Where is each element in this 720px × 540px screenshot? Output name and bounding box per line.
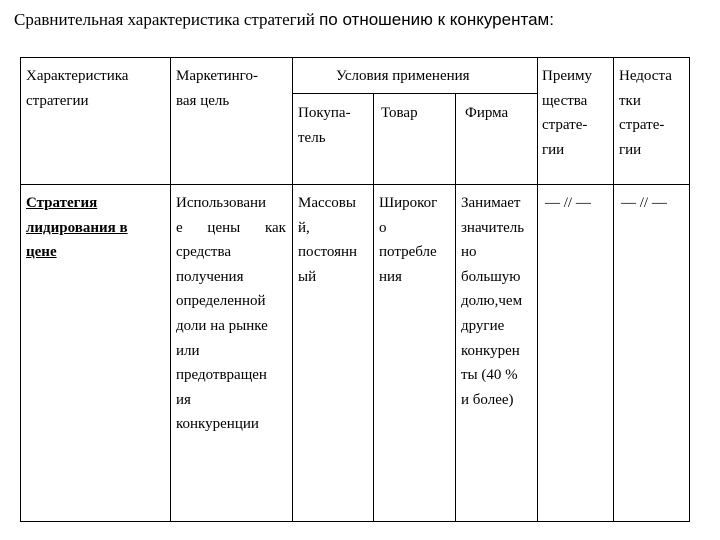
row1-buyer: Массовы й, постоянн ый	[298, 195, 358, 285]
header-buyer: Покупа- тель	[298, 105, 351, 146]
header-disadvantages: Недоста тки страте- гии	[619, 68, 672, 158]
row1-marketing-goal: Использовани е цены как средства получения определенной доли на рынке или предотвращен ия конкуренции	[176, 195, 286, 433]
row1-advantages: — // —	[545, 195, 591, 211]
header-marketing-goal: Маркетинго- вая цель	[176, 68, 258, 109]
header-product: Товар	[381, 105, 418, 121]
header-characteristic: Характеристика стратегии	[26, 68, 129, 109]
title-part-sans: по отношению к конкурентам:	[319, 10, 554, 29]
header-advantages: Преиму щества страте- гии	[542, 68, 593, 158]
row1-disadvantages: — // —	[621, 195, 667, 211]
header-firm: Фирма	[465, 105, 509, 121]
row1-product: Широког о потребле ния	[379, 195, 438, 285]
row1-strategy: Стратегия лидирования в цене	[26, 195, 128, 261]
header-conditions: Условия применения	[336, 68, 470, 84]
row1-firm: Занимает значитель но большую долю,чем другие конкурен ты (40 % и более)	[461, 195, 525, 408]
title-part-serif: Сравнительная характеристика стратегий	[14, 10, 320, 29]
goal-justified-line: е цены как	[176, 219, 286, 236]
